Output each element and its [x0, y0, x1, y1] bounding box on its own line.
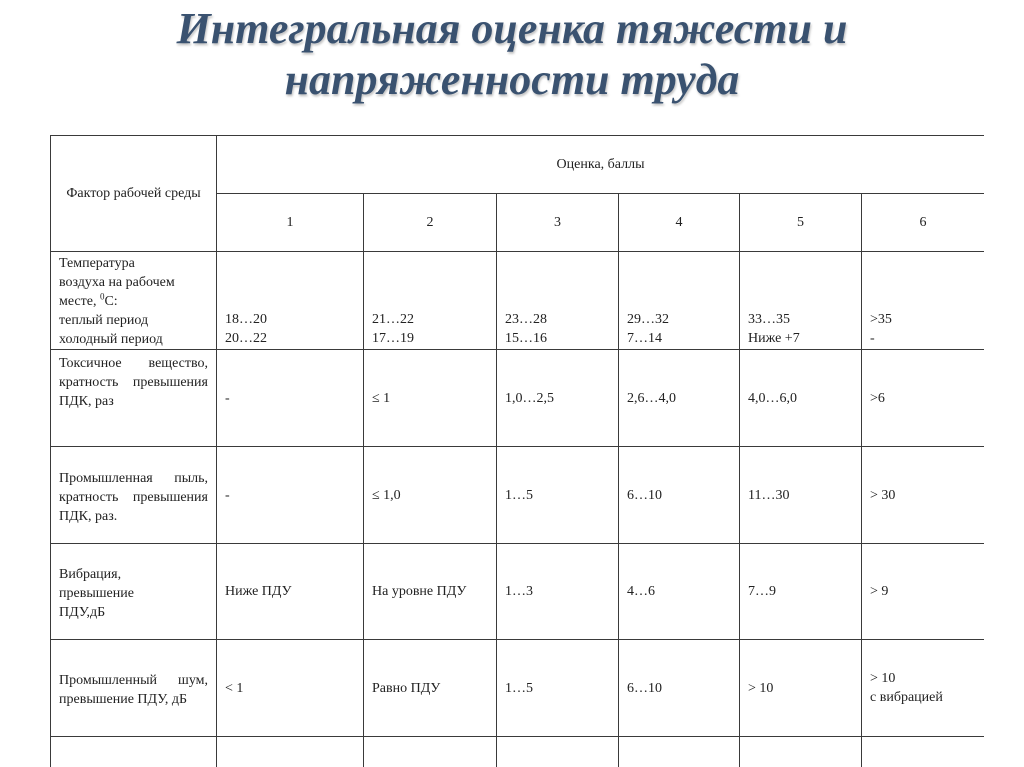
- factor-cell-vibration: [51, 544, 217, 640]
- value-cell: 1…5: [497, 447, 619, 544]
- value-cell: > 10 с вибрацией: [862, 640, 985, 737]
- value-cell: 11…30: [740, 447, 862, 544]
- factor-line-degree: месте, $^0$С:: [59, 291, 118, 309]
- score-column-6: 6: [862, 194, 985, 252]
- factor-line: воздуха на рабочем: [59, 275, 175, 290]
- factor-column-header: Фактор рабочей среды: [51, 136, 217, 252]
- table-row-dust: [51, 447, 985, 544]
- value-cell: 6…10: [619, 640, 740, 737]
- factor-cell-toxic: Токсичное вещество, кратность превышения ПДК, раз: [51, 350, 217, 447]
- assessment-table: [50, 135, 984, 767]
- value-cell: > 9: [862, 544, 985, 640]
- value-cell: 21…22 17…19: [364, 252, 497, 350]
- value-cell: 4,0…6,0: [740, 350, 862, 447]
- factor-cell-temperature: [51, 252, 217, 350]
- assessment-table-container: [50, 135, 984, 767]
- empty-cell: [740, 737, 862, 767]
- slide-title: [0, 0, 1024, 106]
- empty-cell: [217, 737, 364, 767]
- value-cell: ≤ 1,0: [364, 447, 497, 544]
- value-cell: > 10: [740, 640, 862, 737]
- table-row-toxic: [51, 350, 985, 447]
- score-column-5: 5: [740, 194, 862, 252]
- value-cell: < 1: [217, 640, 364, 737]
- value-cell: 1,0…2,5: [497, 350, 619, 447]
- value-cell: -: [217, 350, 364, 447]
- slide-title-line-2: напряженности труда: [284, 55, 740, 105]
- table-row-temperature: [51, 252, 985, 350]
- empty-cell: [497, 737, 619, 767]
- value-cell: >6: [862, 350, 985, 447]
- score-column-2: 2: [364, 194, 497, 252]
- slide-title-line-1: Интегральная оценка тяжести и: [176, 4, 848, 53]
- factor-line: холодный период: [59, 332, 163, 347]
- table-row-continuation: [51, 737, 985, 767]
- value-cell: -: [217, 447, 364, 544]
- header-row-1: [51, 136, 985, 194]
- factor-cell-dust: Промышленная пыль, кратность превышения ПДК, раз.: [51, 447, 217, 544]
- score-column-4: 4: [619, 194, 740, 252]
- value-cell: 6…10: [619, 447, 740, 544]
- value-cell: > 30: [862, 447, 985, 544]
- factor-text: Вибрация, превышение ПДУ,дБ: [59, 567, 134, 620]
- value-cell: 1…5: [497, 640, 619, 737]
- empty-cell: [364, 737, 497, 767]
- value-cell: 33…35 Ниже +7: [740, 252, 862, 350]
- value-cell: 7…9: [740, 544, 862, 640]
- empty-cell: [862, 737, 985, 767]
- factor-line: Температура: [59, 256, 135, 271]
- value-cell: 29…32 7…14: [619, 252, 740, 350]
- value-cell: 2,6…4,0: [619, 350, 740, 447]
- factor-line: теплый период: [59, 313, 149, 328]
- table-row-noise: [51, 640, 985, 737]
- degree-sup: 0: [99, 291, 105, 302]
- value-cell: 1…3: [497, 544, 619, 640]
- value-cell: На уровне ПДУ: [364, 544, 497, 640]
- value-cell: Равно ПДУ: [364, 640, 497, 737]
- scores-column-header: Оценка, баллы: [217, 136, 985, 194]
- factor-cell-noise: Промышленный шум, превышение ПДУ, дБ: [51, 640, 217, 737]
- value-cell: Ниже ПДУ: [217, 544, 364, 640]
- value-cell: 18…20 20…22: [217, 252, 364, 350]
- score-column-3: 3: [497, 194, 619, 252]
- table-row-vibration: [51, 544, 985, 640]
- value-cell: 4…6: [619, 544, 740, 640]
- value-cell: >35 -: [862, 252, 985, 350]
- empty-cell: [619, 737, 740, 767]
- empty-cell: [51, 737, 217, 767]
- score-column-1: 1: [217, 194, 364, 252]
- value-cell: ≤ 1: [364, 350, 497, 447]
- value-cell: 23…28 15…16: [497, 252, 619, 350]
